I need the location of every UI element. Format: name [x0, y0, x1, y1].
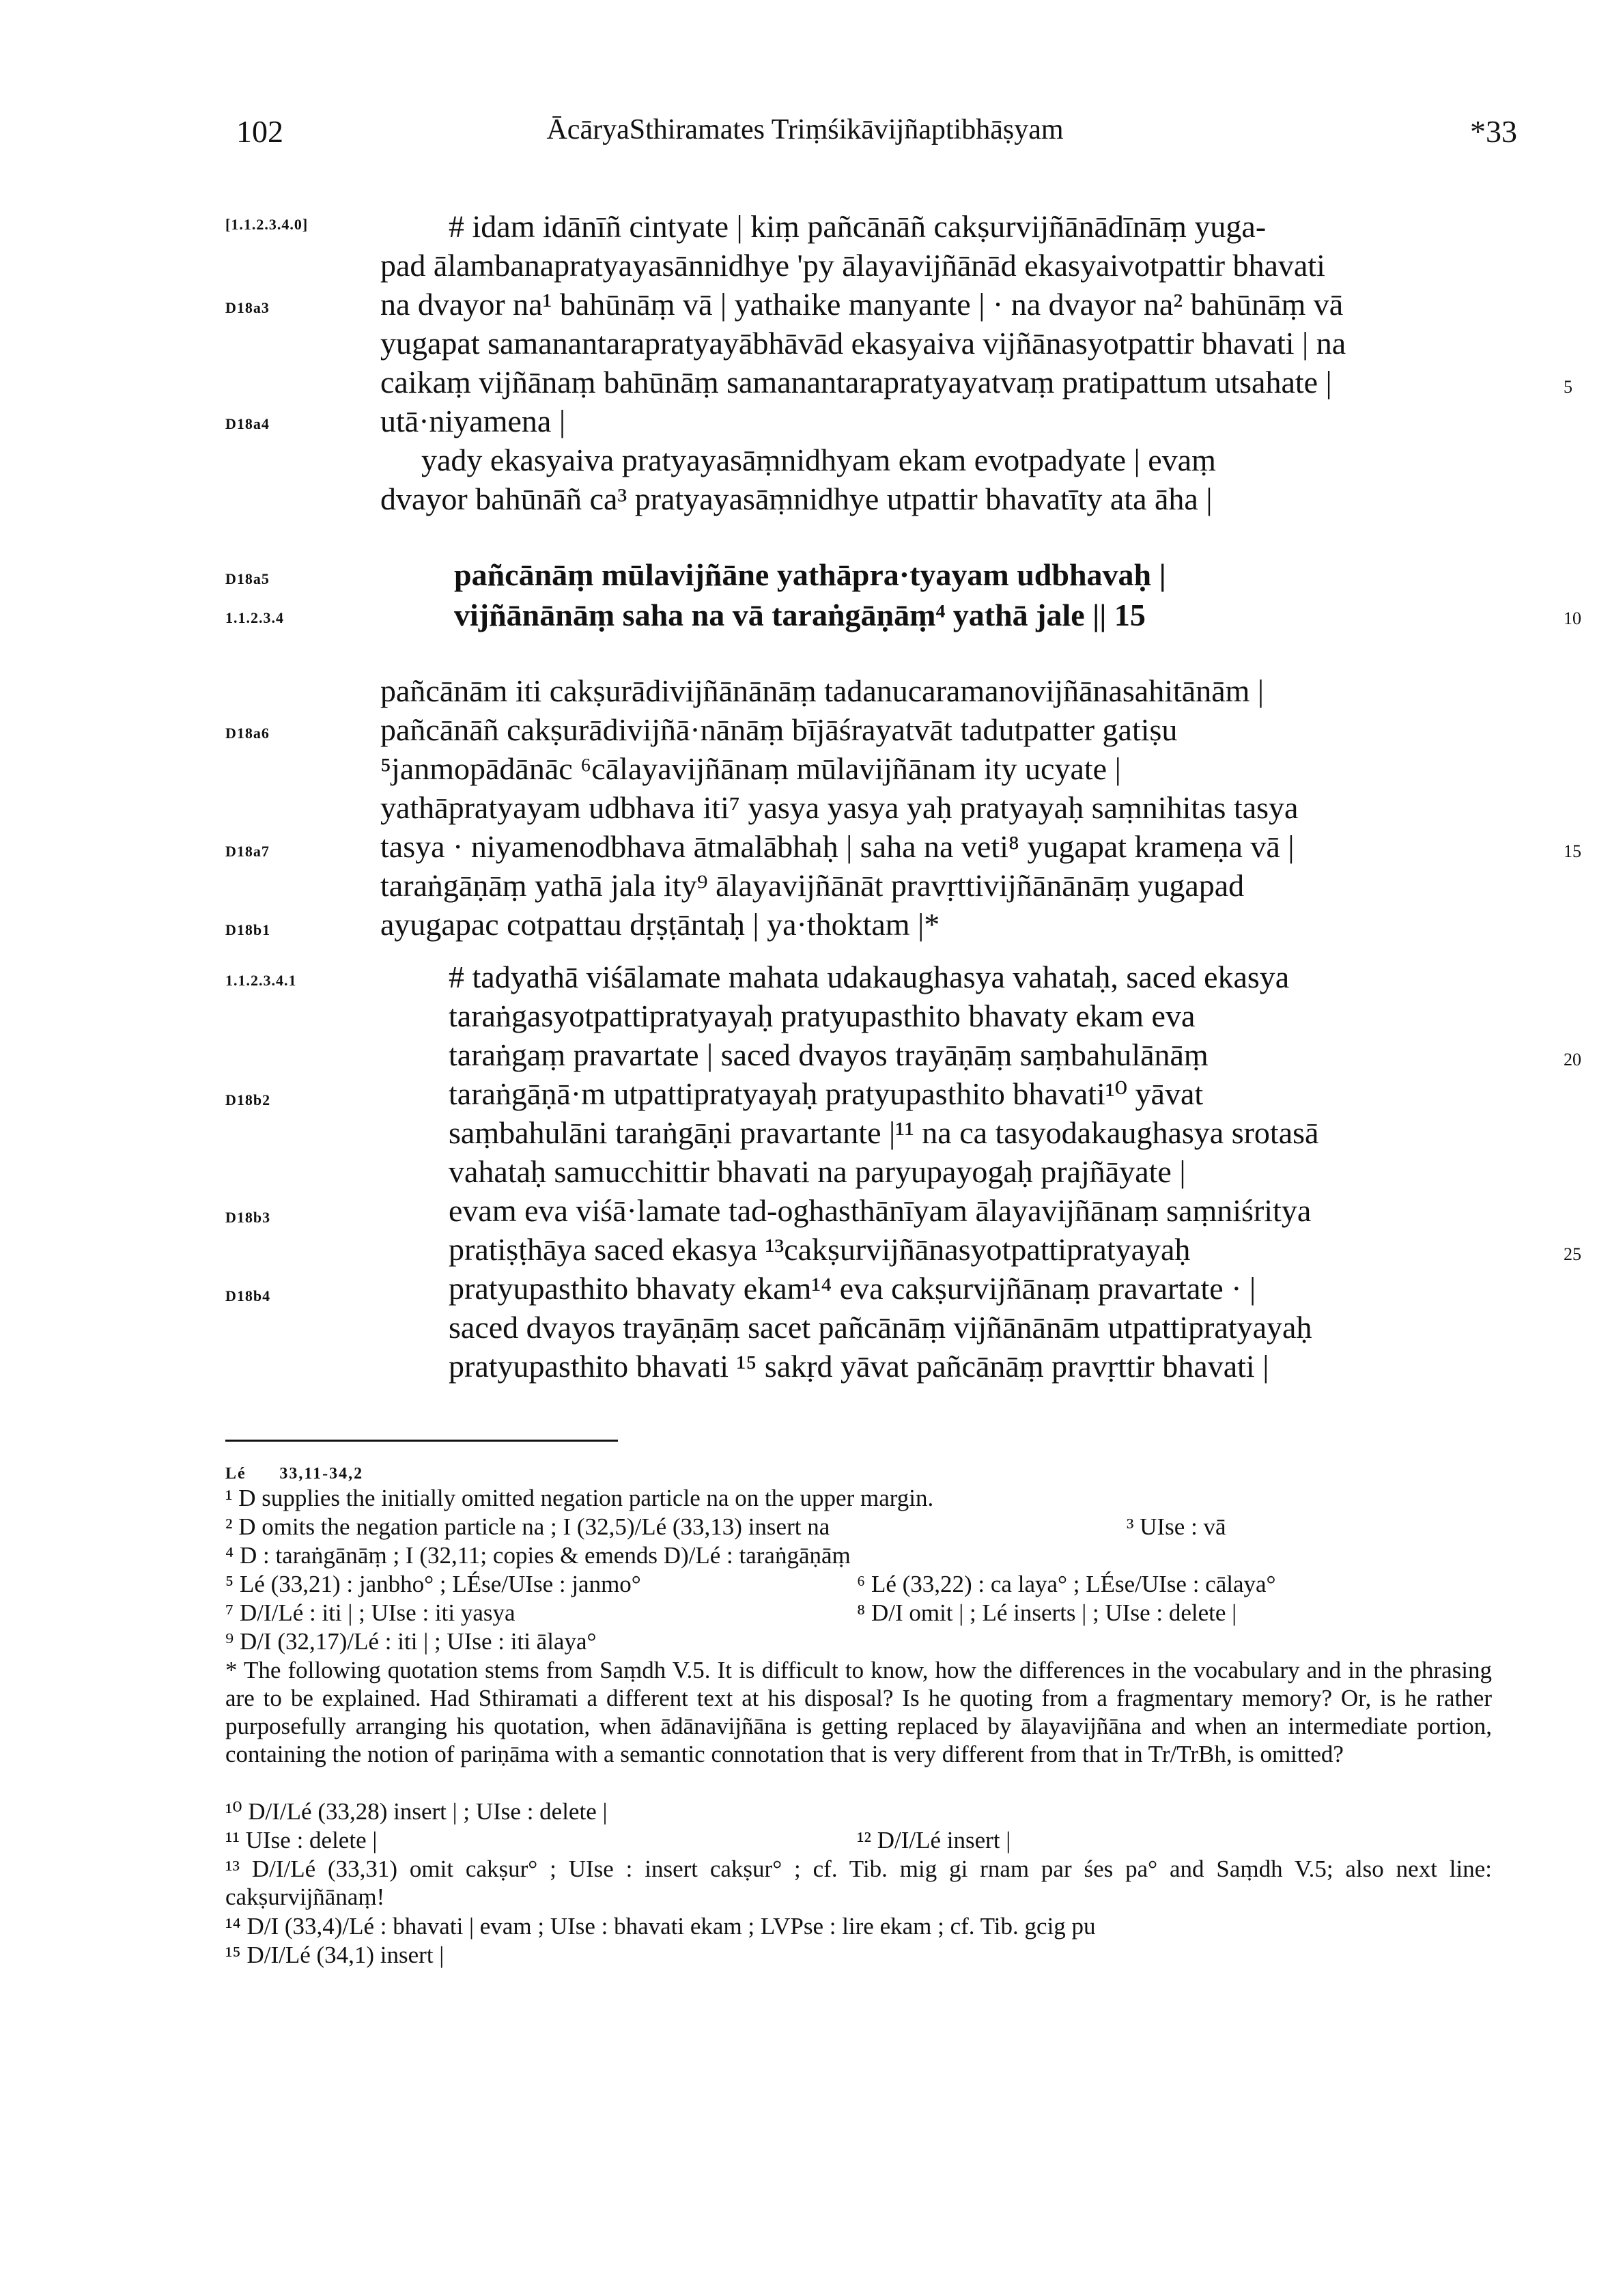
- text-line: pratyupasthito bhavati ¹⁵ sakṛd yāvat pañcānāṃ pravṛttir bhavati |: [449, 1349, 1269, 1384]
- siglum: D18a4: [225, 415, 270, 432]
- text-line: dvayor bahūnāñ ca³ pratyayasāṃnidhye utpattir bhavatīty ata āha |: [380, 481, 1213, 516]
- text-line: # tadyathā viśālamate mahata udakaughasya vahataḥ, saced ekasya: [449, 960, 1290, 994]
- footnote: ¹¹ UIse : delete |: [225, 1827, 378, 1853]
- text-line: # idam idānīñ cintyate | kiṃ pañcānāñ cakṣurvijñānādīnāṃ yuga-: [449, 209, 1267, 244]
- text-line: utā·niyamena |: [380, 404, 566, 438]
- line-number: 25: [1564, 1244, 1581, 1264]
- footnote-rule: [225, 1440, 618, 1442]
- footnote: ¹⁴ D/I (33,4)/Lé : bhavati | evam ; UIse : bhavati ekam ; LVPse : lire ekam ; cf. Tib. gcig pu: [225, 1913, 1096, 1940]
- siglum: D18a6: [225, 725, 270, 742]
- siglum: D18b4: [225, 1287, 271, 1304]
- text-line: taraṅgaṃ pravartate | saced dvayos trayāṇāṃ saṃbahulānāṃ: [449, 1037, 1209, 1072]
- verse-line: pañcānāṃ mūlavijñāne yathāpra·tyayam udbhavaḥ |: [454, 557, 1166, 592]
- siglum: D18b3: [225, 1209, 271, 1226]
- siglum: [1.1.2.3.4.0]: [225, 216, 309, 233]
- running-title: ĀcāryaSthiramates Triṃśikāvijñaptibhāṣyam: [546, 114, 1064, 145]
- siglum: D18b2: [225, 1091, 271, 1108]
- footnote: ⁴ D : taraṅgānāṃ ; I (32,11; copies & emends D)/Lé : taraṅgāṇāṃ: [225, 1542, 851, 1569]
- footnote: ⁵ Lé (33,21) : janbho° ; LÉse/UIse : janmo°: [225, 1571, 641, 1597]
- text-line: tasya · niyamenodbhava ātmalābhaḥ | saha na veti⁸ yugapat krameṇa vā |: [380, 829, 1295, 864]
- line-number: 20: [1564, 1050, 1581, 1069]
- footnote: ⁶ Lé (33,22) : ca laya° ; LÉse/UIse : cālaya°: [857, 1571, 1276, 1597]
- text-line: pratyupasthito bhavaty ekam¹⁴ eva cakṣurvijñānaṃ pravartate · |: [449, 1271, 1256, 1306]
- footnote: ⁷ D/I/Lé : iti | ; UIse : iti yasya: [225, 1599, 516, 1626]
- siglum: D18a7: [225, 843, 270, 860]
- text-line: pratiṣṭhāya saced ekasya ¹³cakṣurvijñānasyotpattipratyayaḥ: [449, 1232, 1191, 1267]
- siglum: D18a5: [225, 570, 270, 587]
- footnote: ³ UIse : vā: [1127, 1513, 1226, 1540]
- text-line: pañcānāñ cakṣurādivijñā·nānāṃ bījāśrayatvāt tadutpatter gatiṣu: [380, 712, 1178, 747]
- source-reference: 33,11-34,2: [279, 1465, 364, 1483]
- page-number: 102: [236, 114, 283, 149]
- line-number: 10: [1564, 608, 1581, 628]
- footnote: ¹² D/I/Lé insert |: [857, 1827, 1011, 1853]
- footnote-star: * The following quotation stems from Saṃdh V.5. It is difficult to know, how the differences in the vocabulary and in the phrasing are to be explained. Had Sthiramati a different text at his disposal? Is he quoting from a fragmentary memory? Or, is he rather purposefully arranging his quotation, when ādānavijñāna is getting replaced by ālayavijñāna and when an intermediate portion, containing the notion of pariṇāma with a semantic connotation that is very different from that in Tr/TrBh, is omitted?: [225, 1657, 1492, 1767]
- text-line: yady ekasyaiva pratyayasāṃnidhyam ekam evotpadyate | evaṃ: [421, 443, 1216, 477]
- text-line: ayugapac cotpattau dṛṣṭāntaḥ | ya·thoktam |*: [380, 907, 940, 942]
- footnote: ¹ D supplies the initially omitted negation particle na on the upper margin.: [225, 1485, 934, 1511]
- text-line: taraṅgāṇā·m utpattipratyayaḥ pratyupasthito bhavati¹⁰ yāvat: [449, 1076, 1204, 1111]
- footnote: ¹³ D/I/Lé (33,31) omit cakṣur° ; UIse : insert cakṣur° ; cf. Tib. mig gi rnam par śes pa° and Saṃdh V.5; also next line: cakṣurvijñānaṃ!: [225, 1856, 1492, 1910]
- text-line: saced dvayos trayāṇāṃ sacet pañcānāṃ vijñānānām utpattipratyayaḥ: [449, 1310, 1312, 1345]
- text-line: pañcānām iti cakṣurādivijñānānāṃ tadanucaramanovijñānasahitānām |: [380, 673, 1265, 708]
- text-line: pad ālambanapratyayasānnidhye 'py ālayavijñānād ekasyaivotpattir bhavati: [380, 248, 1325, 283]
- line-number: 5: [1564, 377, 1572, 397]
- footnote: ¹⁵ D/I/Lé (34,1) insert |: [225, 1942, 444, 1968]
- text-line: ⁵janmopādānāc ⁶cālayavijñānaṃ mūlavijñānam ity ucyate |: [380, 751, 1121, 786]
- text-line: taraṅgasyotpattipratyayaḥ pratyupasthito bhavaty ekam eva: [449, 998, 1196, 1033]
- siglum: 1.1.2.3.4.1: [225, 972, 297, 989]
- text-line: yathāpratyayam udbhava iti⁷ yasya yasya yaḥ pratyayaḥ saṃnihitas tasya: [380, 790, 1299, 825]
- siglum: D18a3: [225, 299, 270, 316]
- text-line: caikaṃ vijñānaṃ bahūnāṃ samanantarapratyayatvaṃ pratipattum utsahate |: [380, 365, 1332, 400]
- text-line: saṃbahulāni taraṅgāṇi pravartante |¹¹ na ca tasyodakaughasya srotasā: [449, 1115, 1319, 1150]
- text-line: taraṅgāṇāṃ yathā jala ity⁹ ālayavijñānāt pravṛttivijñānānāṃ yugapad: [380, 868, 1245, 903]
- text-line: vahataḥ samucchittir bhavati na paryupayogaḥ prajñāyate |: [449, 1154, 1186, 1189]
- siglum: D18b1: [225, 921, 271, 938]
- text-line: evam eva viśā·lamate tad-oghasthānīyam ālayavijñānaṃ saṃniśritya: [449, 1193, 1312, 1228]
- verse-line: vijñānānāṃ saha na vā taraṅgāṇāṃ⁴ yathā jale || 15: [454, 598, 1146, 632]
- footnote: ⁹ D/I (32,17)/Lé : iti | ; UIse : iti ālaya°: [225, 1628, 597, 1655]
- section-number: *33: [1470, 114, 1517, 149]
- text-line: na dvayor na¹ bahūnāṃ vā | yathaike manyante | · na dvayor na² bahūnāṃ vā: [380, 287, 1344, 322]
- footnote: ² D omits the negation particle na ; I (32,5)/Lé (33,13) insert na: [225, 1513, 830, 1540]
- source-siglum: Lé: [225, 1465, 246, 1483]
- footnote: ⁸ D/I omit | ; Lé inserts | ; UIse : delete |: [857, 1599, 1237, 1626]
- line-number: 15: [1564, 841, 1581, 861]
- siglum: 1.1.2.3.4: [225, 609, 284, 626]
- footnote: ¹⁰ D/I/Lé (33,28) insert | ; UIse : delete |: [225, 1798, 608, 1825]
- text-line: yugapat samanantarapratyayābhāvād ekasyaiva vijñānasyotpattir bhavati | na: [380, 326, 1346, 361]
